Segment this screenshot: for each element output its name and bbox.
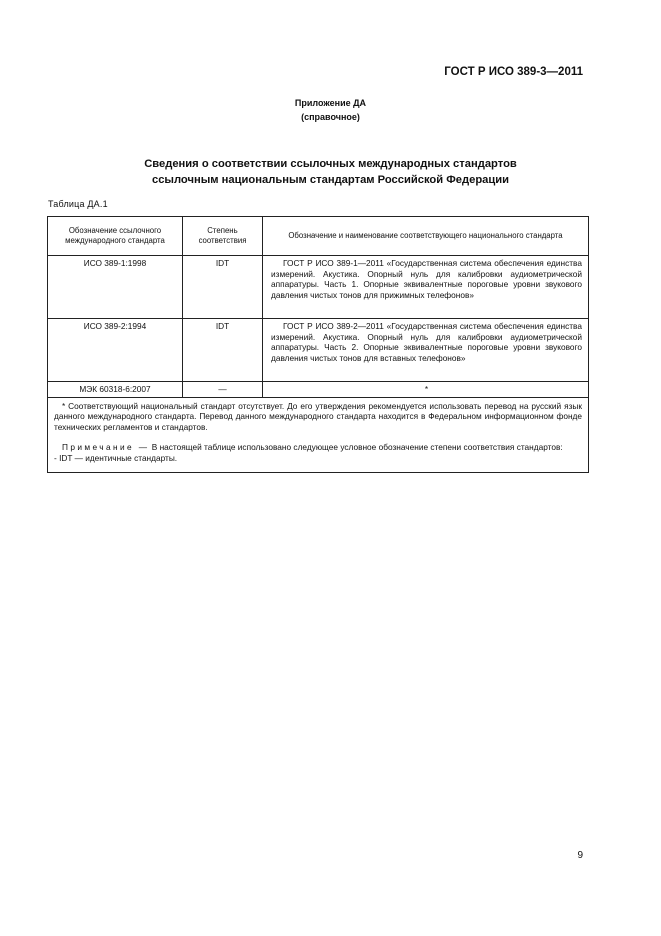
note [54, 442, 582, 453]
table-row [48, 256, 589, 319]
cell-ref-standard: ИСО 389-1:1998 [48, 256, 183, 319]
appendix-heading [0, 96, 661, 124]
section-title-line2: ссылочным национальным стандартам Российской Федерации [151, 174, 510, 186]
note-item: - IDT — идентичные стандарты. [54, 452, 178, 463]
cell-national-standard [263, 256, 589, 319]
note-label: Примечание — [62, 442, 150, 453]
table-label: Таблица ДА.1 [48, 199, 108, 209]
cell-degree: IDT [183, 256, 263, 319]
correspondence-table [47, 216, 589, 473]
cell-national-standard: * [263, 382, 589, 398]
table-footer-row [48, 397, 589, 472]
cell-national-standard [263, 319, 589, 382]
national-standard-text: ГОСТ Р ИСО 389-2—2011 «Государственная система обеспечения единства измерений. Акустика. Опорный нуль для калибровки аудиометрической аппаратуры. Часть 2. Опорные эквивалентные пороговые уровни звукового давления чистых тонов для вставных телефонов» [271, 321, 582, 363]
section-title [0, 156, 661, 188]
cell-ref-standard: МЭК 60318-6:2007 [48, 382, 183, 398]
cell-degree: — [183, 382, 263, 398]
table-row [48, 382, 589, 398]
appendix-kind: (справочное) [301, 112, 360, 122]
header-national-standard: Обозначение и наименование соответствующего национального стандарта [263, 217, 589, 256]
national-standard-text: ГОСТ Р ИСО 389-1—2011 «Государственная система обеспечения единства измерений. Акустика. Опорный нуль для калибровки аудиометрической аппаратуры. Часть 1. Опорные эквивалентные пороговые уровни звукового давления чистых тонов для прижимных телефонов» [271, 258, 582, 300]
section-title-line1: Сведения о соответствии ссылочных международных стандартов [144, 158, 517, 170]
footnote: * Соответствующий национальный стандарт отсутствует. До его утверждения рекомендуется использовать перевод на русский язык данного международного стандарта. Перевод данного международного стандарта находится в Федеральном информационном фонде технических регламентов и стандартов. [54, 400, 582, 432]
cell-ref-standard: ИСО 389-2:1994 [48, 319, 183, 382]
table-row [48, 319, 589, 382]
table-header-row [48, 217, 589, 256]
document-code: ГОСТ Р ИСО 389-3—2011 [444, 66, 583, 78]
page-number: 9 [577, 850, 583, 861]
header-degree: Степень соответствия [183, 217, 263, 256]
header-ref-standard: Обозначение ссылочного международного стандарта [48, 217, 183, 256]
table-footer [48, 397, 589, 472]
cell-degree: IDT [183, 319, 263, 382]
appendix-title: Приложение ДА [294, 98, 367, 108]
note-text: В настоящей таблице использовано следующее условное обозначение степени соответствия стандартов: [151, 442, 563, 453]
